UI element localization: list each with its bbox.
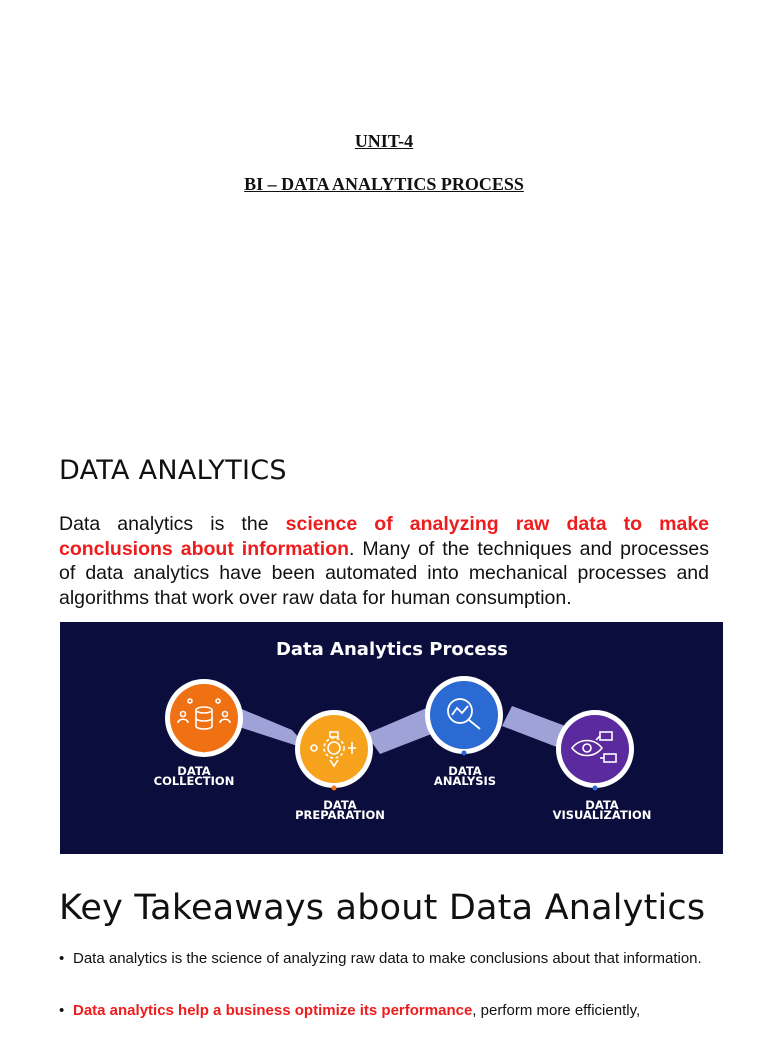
takeaway-highlight: Data analytics help a business optimize its performance xyxy=(73,1002,473,1019)
analysis-circle xyxy=(430,681,498,749)
preparation-label-line1: DATA xyxy=(323,798,357,812)
intro-prefix: Data analytics is the xyxy=(59,513,286,535)
unit-title: UNIT-4 xyxy=(354,131,414,151)
section-heading: DATA ANALYTICS xyxy=(59,455,287,486)
takeaway-text: Data analytics is the science of analyzing raw data to make conclusions about that information. xyxy=(73,950,702,967)
list-item xyxy=(59,1002,709,1020)
step-data-analysis xyxy=(425,676,503,788)
analysis-label-line1: DATA xyxy=(448,764,482,778)
intro-highlight: science of analyzing raw data to make conclusions about information xyxy=(59,513,710,560)
preparation-label-line2: PREPARATION xyxy=(295,808,385,822)
intro-suffix: . Many of the techniques and processes of data analytics have been automated into mechanical processes and algorithms that work over raw data for human consumption. xyxy=(59,537,709,609)
step-data-collection xyxy=(154,679,243,788)
step-data-preparation xyxy=(295,710,385,822)
connector-ribbons xyxy=(220,700,592,756)
list-item xyxy=(59,950,709,968)
unit-subtitle: BI – DATA ANALYTICS PROCESS xyxy=(244,174,524,194)
collection-label-line1: DATA xyxy=(177,764,211,778)
collection-circle xyxy=(170,684,238,752)
bullet-icon: • xyxy=(59,1002,65,1019)
takeaway-text: , perform more efficiently, xyxy=(472,1002,641,1019)
visualization-label-line2: VISUALIZATION xyxy=(552,808,652,822)
diagram-title: Data Analytics Process xyxy=(275,639,509,660)
visualization-circle xyxy=(561,715,629,783)
data-analytics-process-diagram xyxy=(60,622,723,854)
preparation-circle xyxy=(300,715,368,783)
analysis-label-line2: ANALYSIS xyxy=(433,774,497,788)
takeaways-list xyxy=(59,950,709,1054)
collection-label-line2: COLLECTION xyxy=(153,774,235,788)
bullet-icon: • xyxy=(59,950,65,967)
intro-paragraph xyxy=(59,512,709,610)
takeaways-heading: Key Takeaways about Data Analytics xyxy=(59,888,706,928)
visualization-label-line1: DATA xyxy=(585,798,619,812)
step-data-visualization xyxy=(553,710,652,822)
